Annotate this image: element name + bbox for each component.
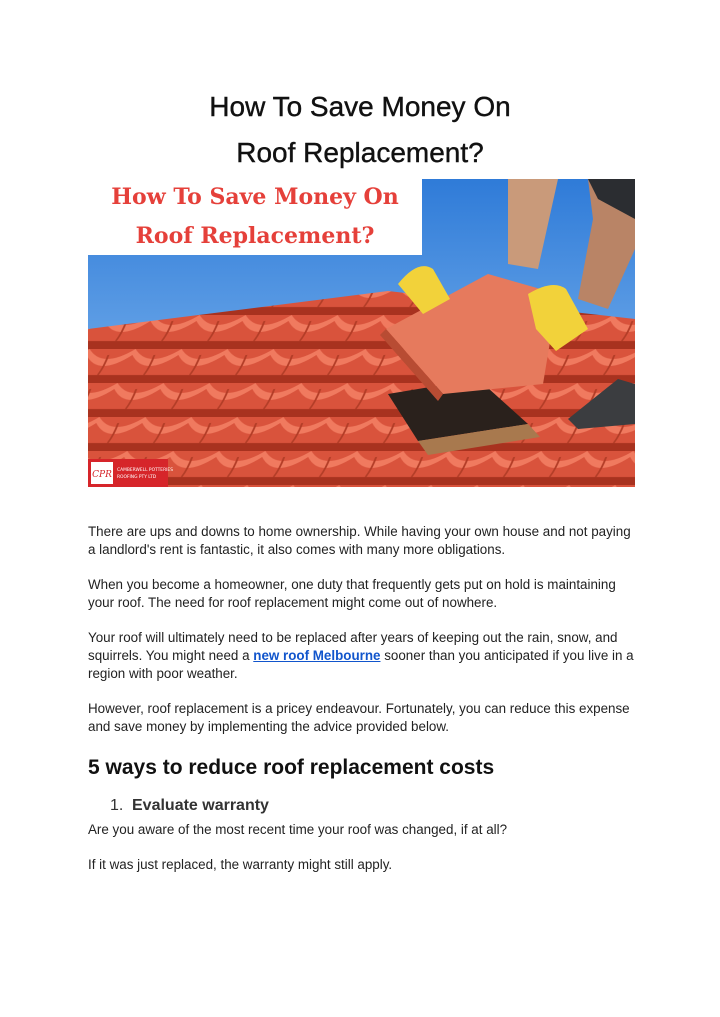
paragraph-maintenance: When you become a homeowner, one duty that frequently gets put on hold is maintaining your roof. The need for roof replacement might come out of nowhere. xyxy=(88,577,616,610)
hero-image xyxy=(88,179,635,487)
article-body xyxy=(88,523,636,891)
hero-banner-line-1: How To Save Money On xyxy=(111,184,399,210)
paragraph-cost: However, roof replacement is a pricey endeavour. Fortunately, you can reduce this expense and save money by implementing the advice provided below. xyxy=(88,701,630,734)
list-item-title: Evaluate warranty xyxy=(132,797,269,814)
new-roof-melbourne-link[interactable]: new roof Melbourne xyxy=(253,648,381,663)
list-item-heading xyxy=(88,795,636,817)
paragraph-weather-text-1: Your roof will ultimately need to be replaced after years of keeping out the rain, snow, and squirrels. You might need a xyxy=(88,630,618,663)
paragraph-weather-text-2: sooner than you anticipated if you live in a region with poor weather. xyxy=(88,648,634,681)
logo-line-1: CAMBERWELL POTTERIES xyxy=(117,468,173,473)
page-title-line-2: Roof Replacement? xyxy=(236,137,484,168)
section-heading: 5 ways to reduce roof replacement costs xyxy=(88,756,495,779)
paragraph-warranty-note: If it was just replaced, the warranty might still apply. xyxy=(88,857,393,872)
logo-mark: CPR xyxy=(92,470,112,480)
paragraph-weather xyxy=(88,629,636,683)
page-title xyxy=(0,84,720,176)
paragraph-warranty-question: Are you aware of the most recent time your roof was changed, if at all? xyxy=(88,822,508,837)
logo-line-2: ROOFING PTY LTD xyxy=(117,475,157,480)
hero-banner-line-2: Roof Replacement? xyxy=(135,223,375,249)
paragraph-intro: There are ups and downs to home ownership. While having your own house and not paying a landlord's rent is fantastic, it also comes with many more obligations. xyxy=(88,524,631,557)
page-title-line-1: How To Save Money On xyxy=(209,91,511,122)
list-item-number: 1. xyxy=(110,797,124,814)
